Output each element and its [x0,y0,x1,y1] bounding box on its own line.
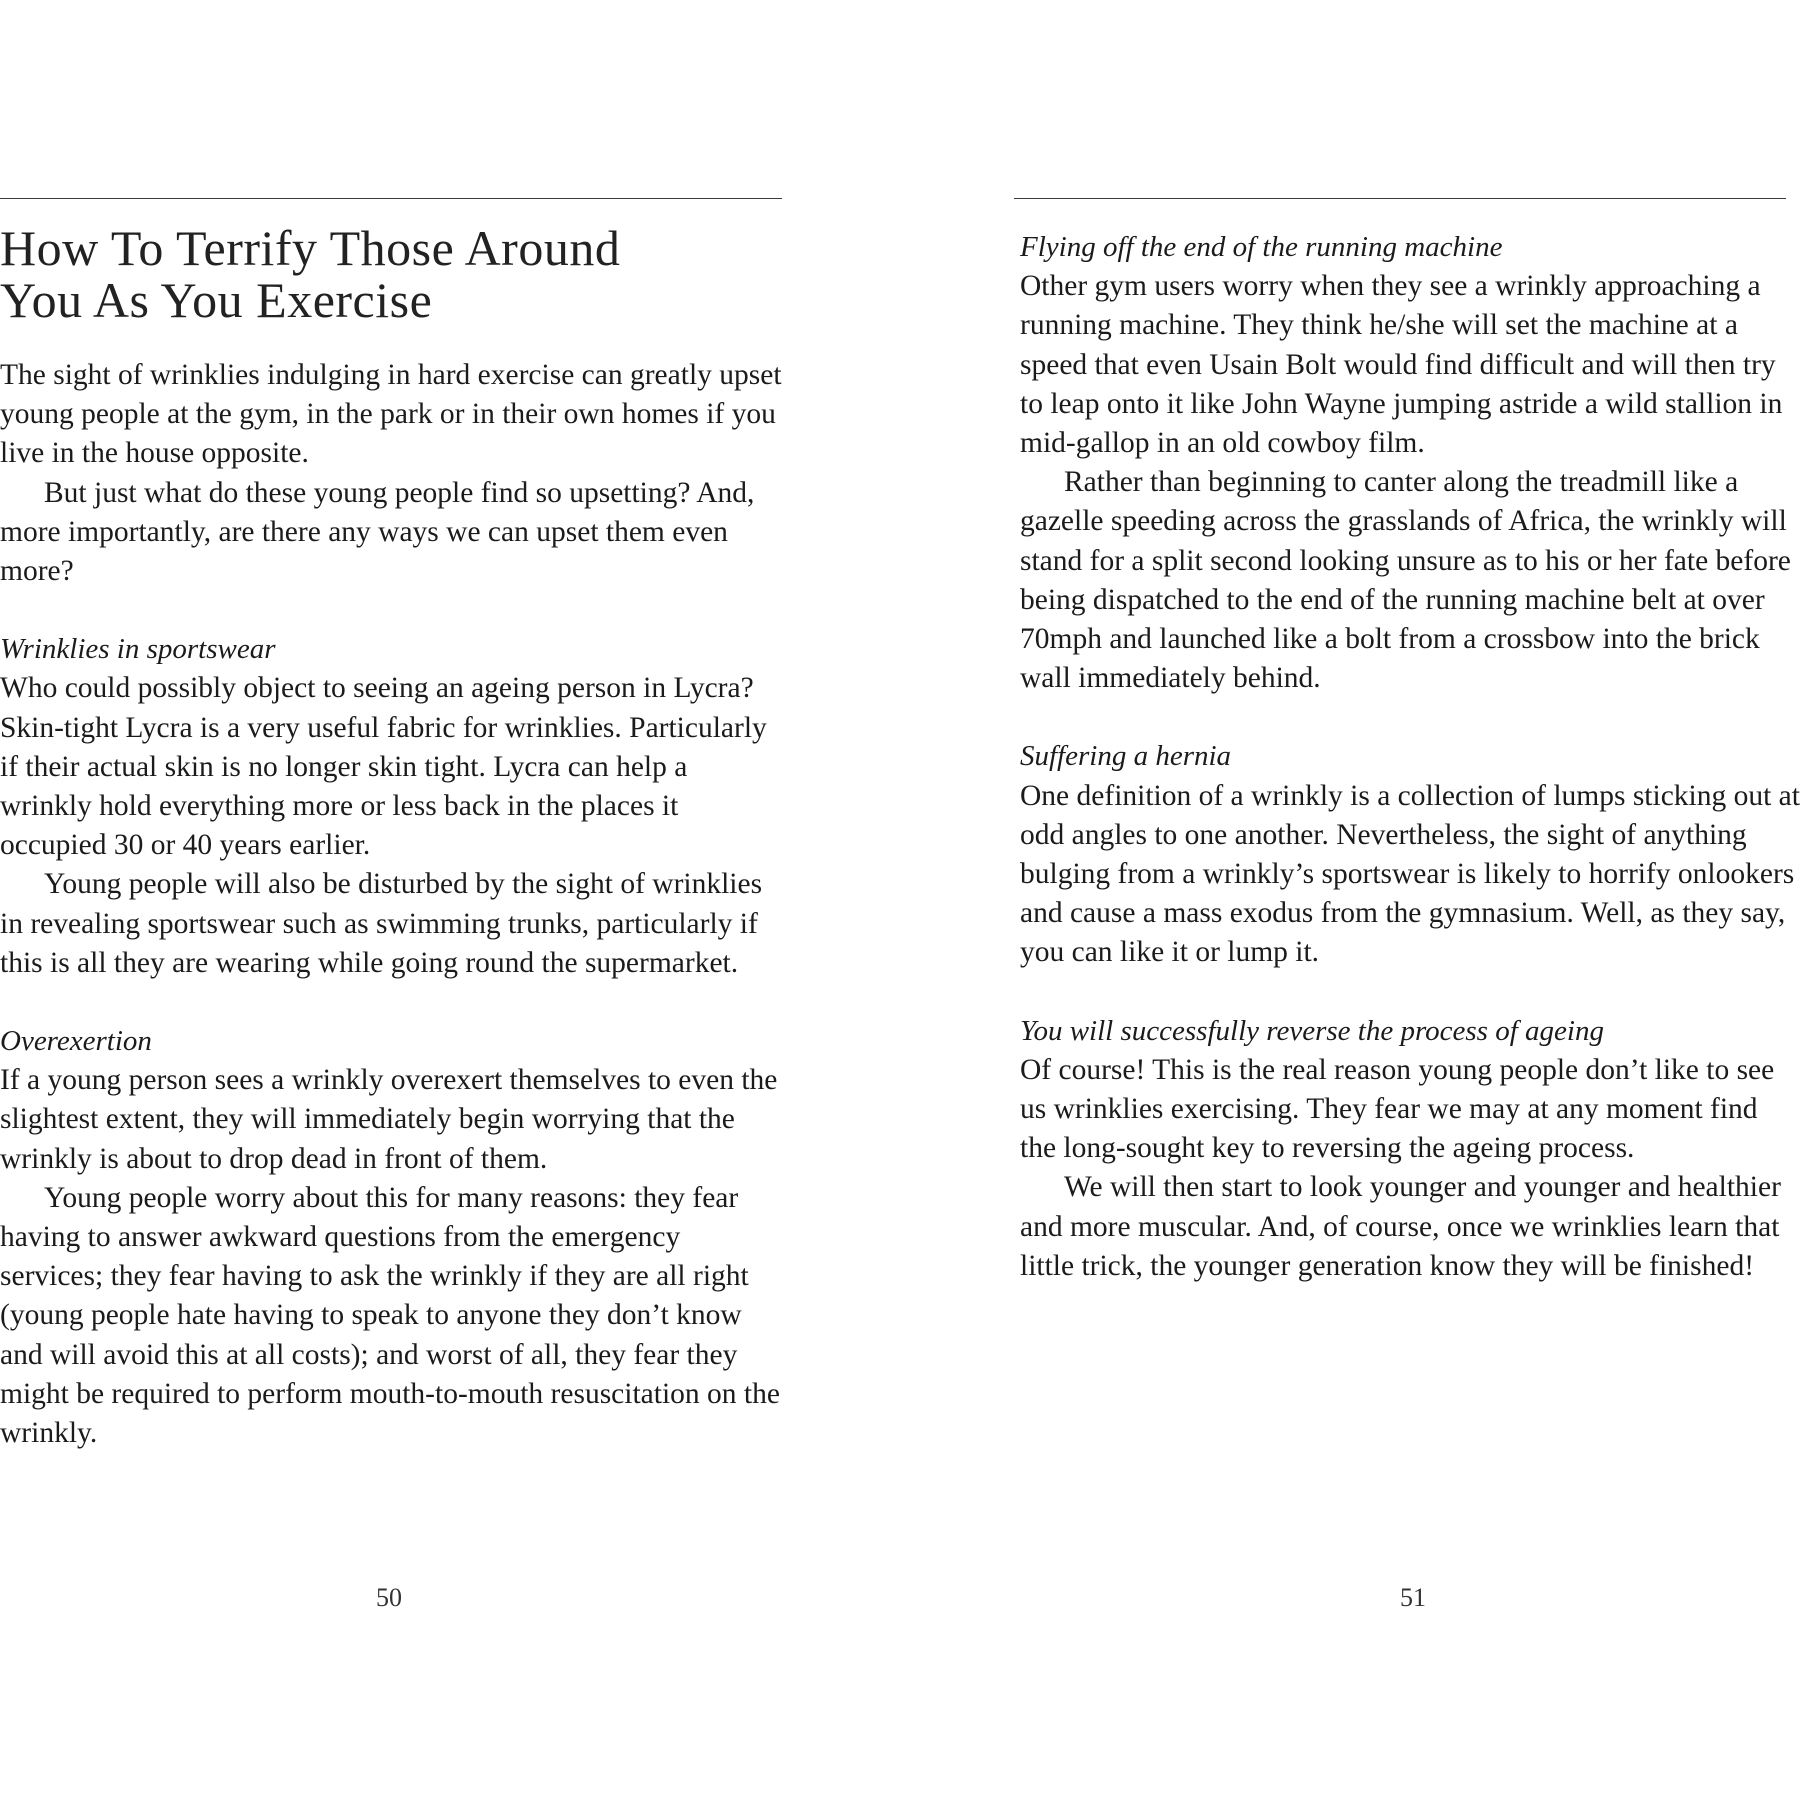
top-rule [1014,198,1786,199]
intro-paragraph-2: But just what do these young people find so upsetting? And, more importantly, are there any ways we can upset them even more? [0,476,755,588]
chapter-title-line-1: How To Terrify Those Around [0,220,621,276]
sportswear-paragraph-2: Young people will also be disturbed by the sight of wrinklies in revealing sportswear such as swimming trunks, particularly if this is all they are wearing while going round the supermarket. [0,868,763,979]
running-machine-paragraph-2: Rather than beginning to canter along the treadmill like a gazelle speeding across the grasslands of Africa, the wrinkly will stand for a split second looking unsure as to his or her fate before being dispatched to the end of the running machine belt at over 70mph and launched like a bolt from a crossbow into the brick wall immediately behind. [1020,466,1791,695]
running-machine-paragraph-1: Other gym users worry when they see a wrinkly approaching a running machine. They think he/she will set the machine at a speed that even Usain Bolt would find difficult and will then try to leap onto it like John Wayne jumping astride a wild stallion in mid-gallop in an old cowboy film. [1020,270,1783,460]
reverse-ageing-paragraph-1: Of course! This is the real reason young people don’t like to see us wrinklies exercising. They fear we may at any moment find the long-sought key to reversing the ageing process. [1020,1053,1775,1165]
page-number: 51 [1400,1583,1426,1612]
section-heading-overexertion: Overexertion [0,1025,152,1058]
left-page-content [0,222,786,1453]
overexertion-paragraph-1: If a young person sees a wrinkly overexert themselves to even the slightest extent, they will immediately begin worrying that the wrinkly is about to drop dead in front of them. [0,1064,778,1175]
section-heading-sportswear: Wrinklies in sportswear [0,633,276,666]
overexertion-paragraph-2: Young people worry about this for many reasons: they fear having to answer awkward questions from the emergency services; they fear having to ask the wrinkly if they are all right (young people hate having to speak to anyone they don’t know and will avoid this at all costs); and worst of all, they fear they might be required to perform mouth-to-mouth resuscitation on the wrinkly. [0,1181,780,1450]
right-page [1014,0,1801,1801]
reverse-ageing-paragraph-2: We will then start to look younger and younger and healthier and more muscular. And, of course, once we wrinklies learn that little trick, the younger generation know they will be finished! [1020,1171,1781,1282]
page-number: 50 [376,1583,402,1612]
top-rule [0,198,782,199]
intro-paragraph-1: The sight of wrinklies indulging in hard exercise can greatly upset young people at the gym, in the park or in their own homes if you live in the house opposite. [0,359,782,470]
sportswear-paragraph-1: Who could possibly object to seeing an ageing person in Lycra? Skin-tight Lycra is a very useful fabric for wrinklies. Particularly if their actual skin is no longer skin tight. Lycra can help a wrinkly hold everything more or less back in the places it occupied 30 or 40 years earlier. [0,672,767,862]
chapter-title-line-2: You As You Exercise [0,272,433,328]
section-heading-reverse-ageing: You will successfully reverse the process of ageing [1020,1014,1604,1047]
section-heading-running-machine: Flying off the end of the running machine [1020,231,1503,263]
right-page-content [1020,228,1800,1286]
left-page [0,0,790,1801]
hernia-paragraph-1: One definition of a wrinkly is a collection of lumps sticking out at odd angles to one another. Nevertheless, the sight of anything bulging from a wrinkly’s sportswear is likely to horrify onlookers and cause a mass exodus from the gymnasium. Well, as they say, you can like it or lump it. [1020,779,1800,969]
section-heading-hernia: Suffering a hernia [1020,740,1232,773]
chapter-title [0,222,786,326]
